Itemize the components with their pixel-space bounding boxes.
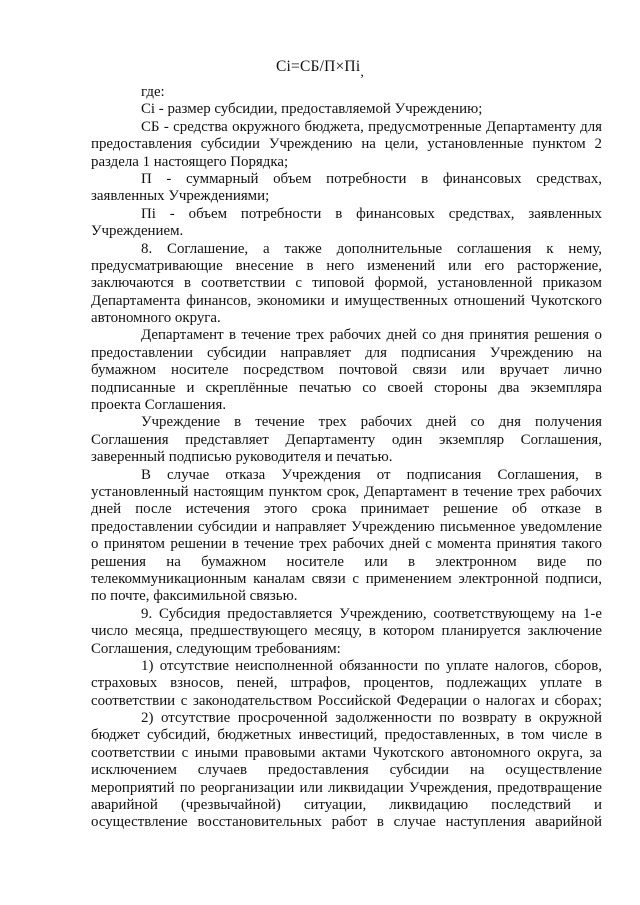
text-line: раздела 1 настоящего Порядка; xyxy=(91,153,289,170)
text-line: Пi - объем потребности в финансовых средствах, заявленных xyxy=(141,205,602,222)
text-line: Соглашения, следующим требованиям: xyxy=(91,640,341,657)
formula-suffix: , xyxy=(360,65,365,80)
text-line: Департамента финансов, экономики и имущественных отношений Чукотского xyxy=(91,292,602,309)
text-line: число месяца, предшествующего месяцу, в котором планируется заключение xyxy=(91,623,602,640)
text-line: заверенный подписью руководителя и печатью. xyxy=(91,449,393,466)
text-line: подписанные и скреплённые печатью со своей стороны два экземпляра xyxy=(91,379,602,396)
text-line: телекоммуникационным каналам связи с применением электронной подписи, xyxy=(91,570,602,587)
text-line: предоставления субсидии Учреждению на цели, установленные пунктом 2 xyxy=(91,136,602,153)
text-line: предоставлении субсидии направляет для подписания Учреждению на xyxy=(91,344,602,361)
text-line: П - суммарный объем потребности в финансовых средствах, xyxy=(141,170,602,187)
text-line: аварийной (чрезвычайной) ситуации, ликвидацию последствий и xyxy=(91,797,602,814)
text-line: Департамент в течение трех рабочих дней со дня принятия решения о xyxy=(141,327,602,344)
text-line: установленный настоящим пунктом срок, Департамент в течение трех рабочих xyxy=(91,483,602,500)
subsidy-formula xyxy=(0,58,640,81)
formula-text: Ci=СБ/П×Пi xyxy=(275,58,361,75)
text-line: 2) отсутствие просроченной задолженности по возврату в окружной xyxy=(141,710,602,727)
text-line: 1) отсутствие неисполненной обязанности по уплате налогов, сборов, xyxy=(141,657,602,674)
text-line: заключаются в соответствии с типовой формой, установленной приказом xyxy=(91,275,602,292)
text-line: Ci - размер субсидии, предоставляемой Учреждению; xyxy=(141,101,483,118)
text-line: бюджет субсидий, бюджетных инвестиций, предоставленных, в том числе в xyxy=(91,727,602,744)
text-line: страховых взносов, пеней, штрафов, процентов, подлежащих уплате в xyxy=(91,675,602,692)
text-line: соответствии с иными правовыми актами Чукотского автономного округа, за xyxy=(91,744,602,761)
text-line: предоставлении субсидии и направляет Учреждению письменное уведомление xyxy=(91,518,602,535)
text-line: заявленных Учреждениями; xyxy=(91,188,270,205)
text-line: дней после истечения этого срока принимает решение об отказе в xyxy=(91,501,602,518)
text-line: автономного округа. xyxy=(91,310,221,327)
text-line: решения на бумажном носителе или в электронном виде по xyxy=(91,553,602,570)
text-line: по почте, факсимильной связью. xyxy=(91,588,298,605)
text-line: исключением случаев предоставления субсидии на осуществление xyxy=(91,762,602,779)
text-line: Учреждение в течение трех рабочих дней со дня получения xyxy=(141,414,602,431)
text-line: 8. Соглашение, а также дополнительные соглашения к нему, xyxy=(141,240,602,257)
text-line: мероприятий по реорганизации или ликвидации Учреждения, предотвращение xyxy=(91,779,602,796)
text-line: проекта Соглашения. xyxy=(91,397,227,414)
text-line: о принятом решении в течение трех рабочих дней с момента принятия такого xyxy=(91,536,602,553)
document-body xyxy=(91,84,602,832)
text-line: бумажном носителе посредством почтовой связи или вручает лично xyxy=(91,362,602,379)
text-line: СБ - средства окружного бюджета, предусмотренные Департаменту для xyxy=(141,118,602,135)
text-line: Соглашения представляет Департаменту один экземпляр Соглашения, xyxy=(91,431,602,448)
text-line: осуществление восстановительных работ в случае наступления аварийной xyxy=(91,814,602,831)
text-line: предусматривающие внесение в него изменений или его расторжение, xyxy=(91,257,602,274)
text-line: Учреждением. xyxy=(91,223,184,240)
text-line: В случае отказа Учреждения от подписания Соглашения, в xyxy=(141,466,602,483)
text-line: соответствии с законодательством Российской Федерации о налогах и сборах; xyxy=(91,692,602,709)
text-line: 9. Субсидия предоставляется Учреждению, соответствующему на 1-е xyxy=(141,605,602,622)
text-line: где: xyxy=(141,84,165,100)
